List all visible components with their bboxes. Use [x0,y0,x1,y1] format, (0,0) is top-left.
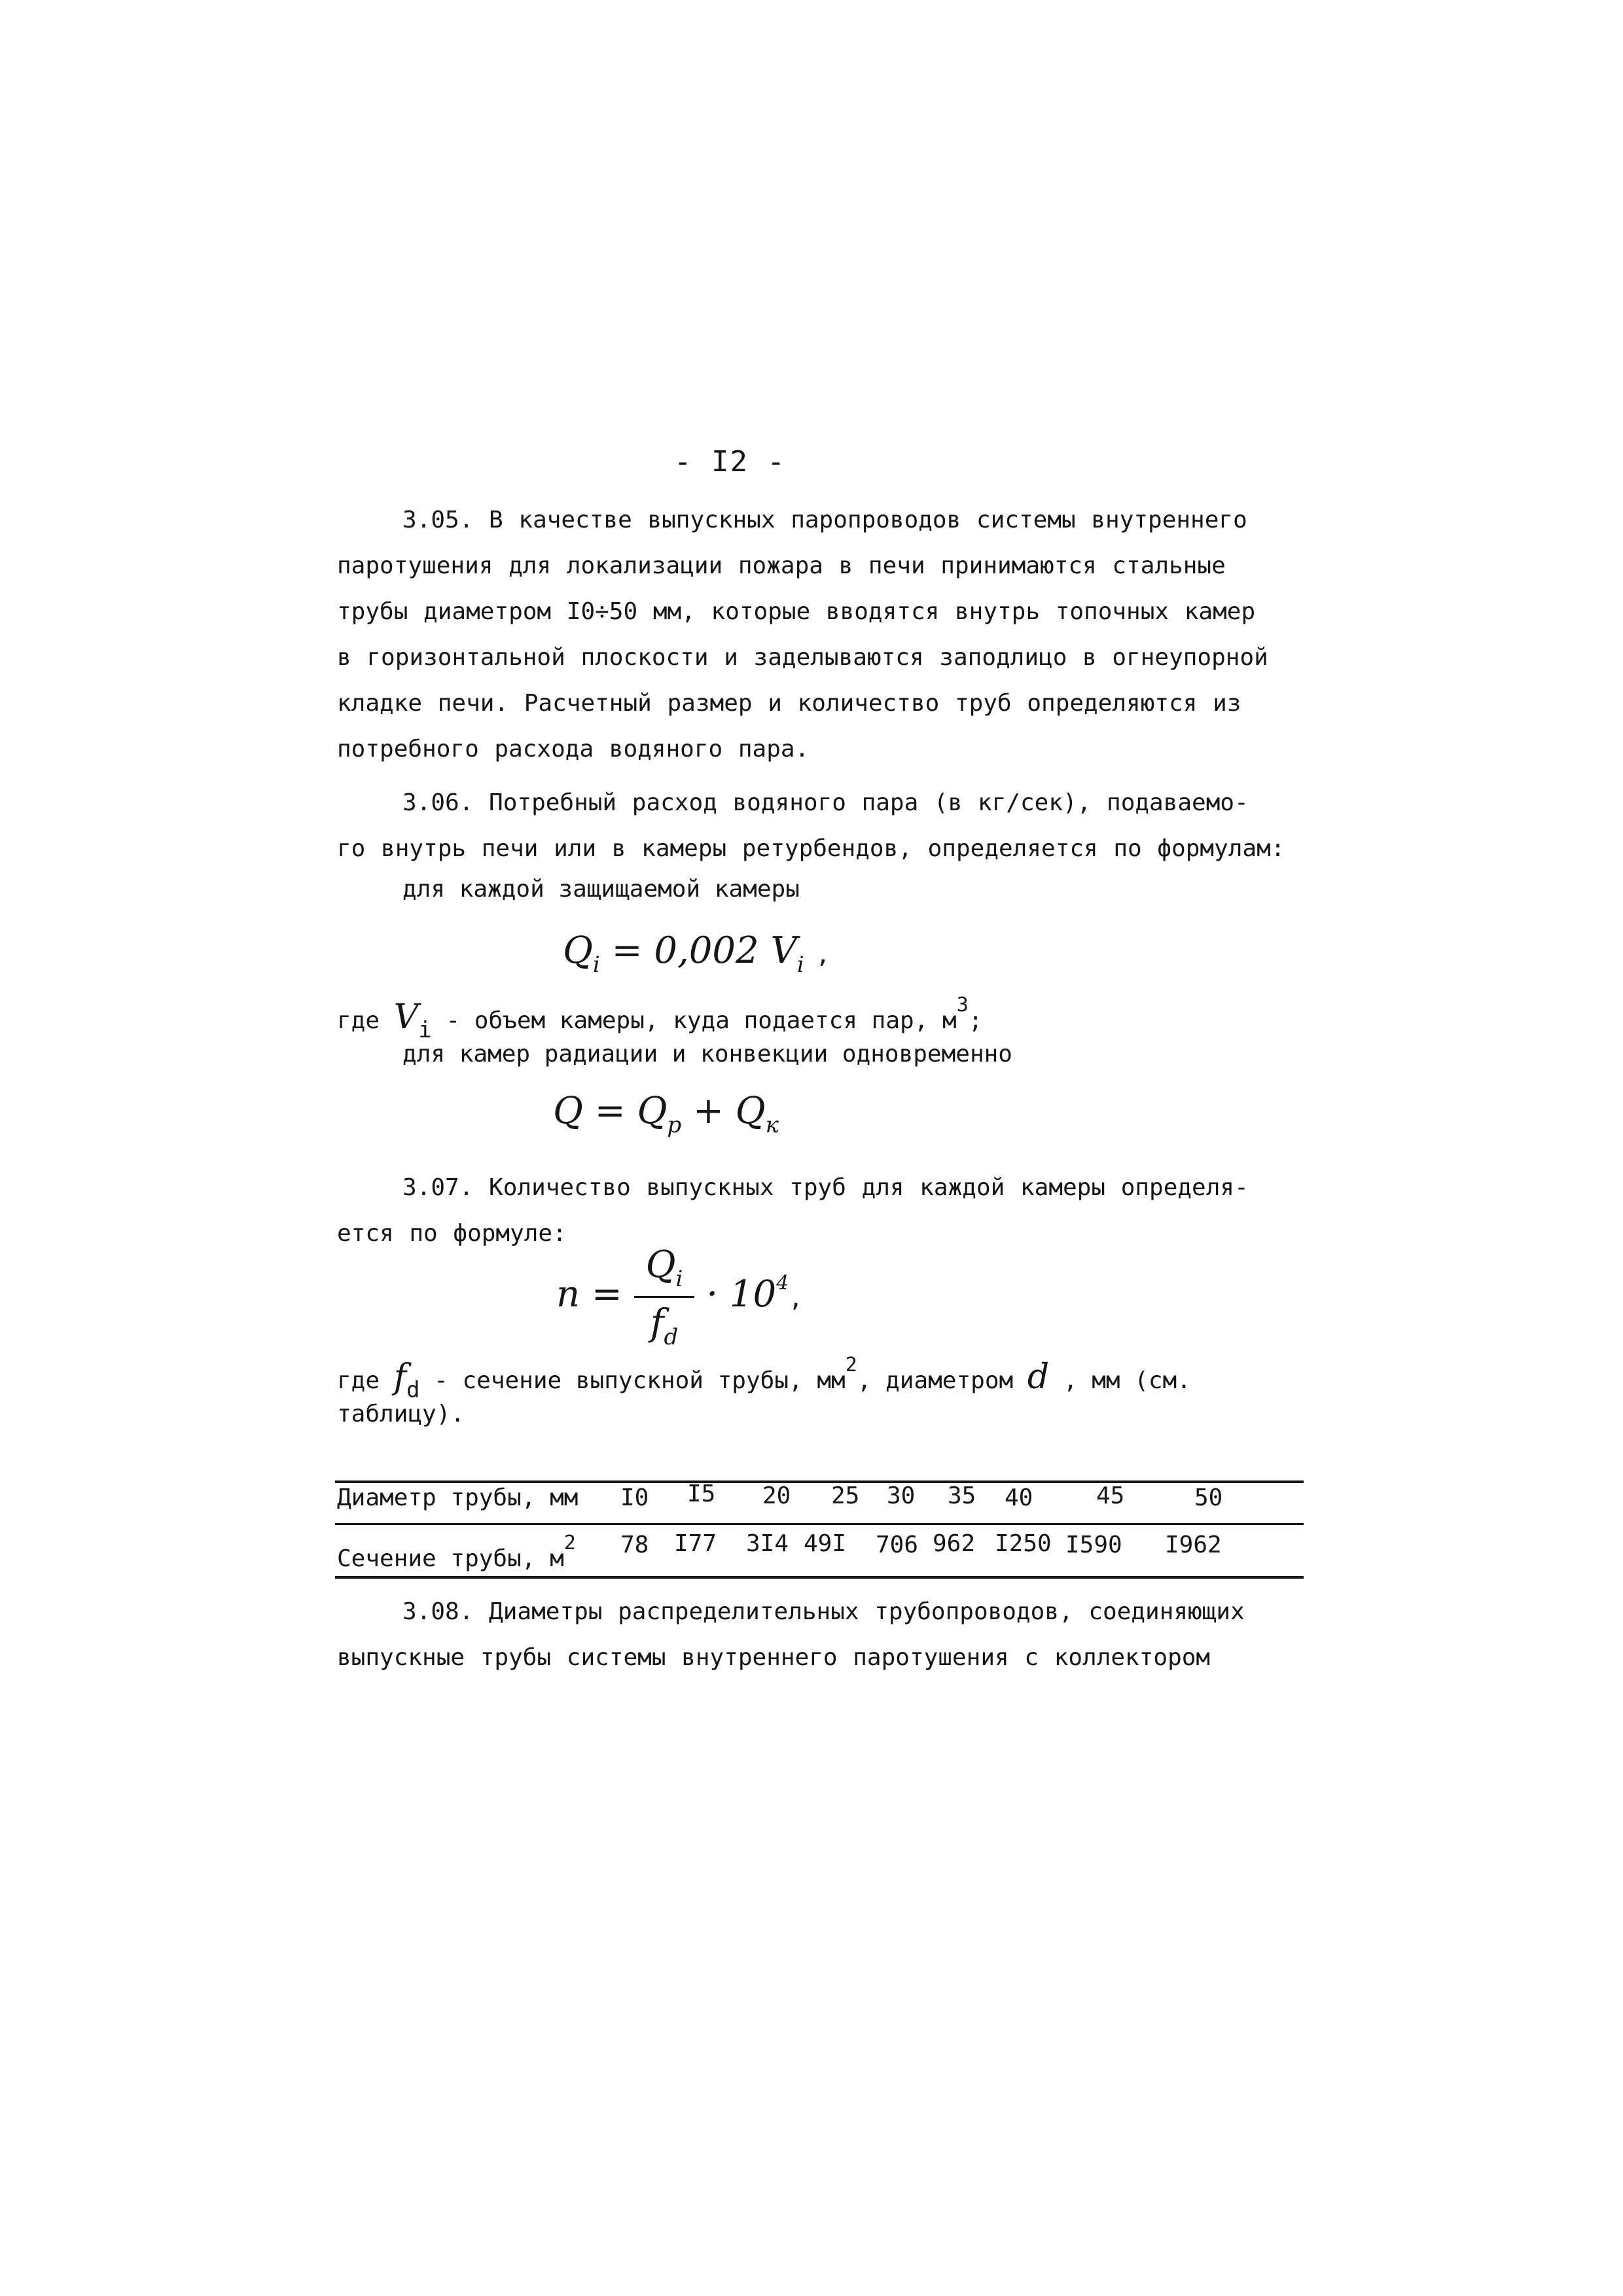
table-row-label-section: Сечение трубы, $м^2$ [337,1532,576,1572]
formula-symbol: Q [553,1090,583,1132]
symbol-v: V [393,997,419,1037]
text-line: го внутрь печи или в камеры ретурбендов, определяется по формулам: [337,835,1285,862]
formula-lhs: n = [556,1273,622,1316]
formula-exponent: 4 [776,1272,789,1295]
table-rule-top [335,1480,1304,1483]
table-cell: 25 [831,1482,860,1509]
where-tail: ; [968,1007,983,1034]
text-line: кладке печи. Расчетный размер и количество труб определяются из [337,690,1241,717]
fraction [634,1244,695,1350]
paragraph-3-07 [337,1165,1299,1257]
table-cell: 50 [1194,1484,1223,1511]
formula-expression: = Q [594,1090,668,1132]
formula-n [556,1244,803,1350]
table-cell: I77 [674,1530,717,1557]
table-cell: 706 [876,1532,919,1558]
page-number: - I2 - [674,445,786,478]
table-cell: I250 [995,1530,1052,1557]
text-line: 3.05. В качестве выпускных паропроводов системы внутреннего [402,507,1247,533]
where-fd-line [337,1354,1191,1403]
unit-superscript: 3 [956,994,969,1016]
formula-subscript: i [592,952,600,978]
table-cell: 35 [948,1482,976,1509]
where-fd-line-2: таблицу). [337,1401,465,1427]
table-cell: I0 [620,1484,649,1511]
formula-subscript: i [796,952,804,978]
table-cell: 45 [1096,1482,1125,1509]
table-cell: 20 [762,1482,791,1509]
text-line: в горизонтальной плоскости и заделываются заподлицо в огнеупорной [337,644,1268,671]
paragraph-3-08 [337,1589,1299,1681]
table-cell: I5 [687,1480,716,1507]
where-text: , мм (см. [1063,1367,1191,1394]
where-vi-line [337,994,982,1043]
where-text: - объем камеры, куда подается пар, м [446,1007,957,1034]
where-text: , диаметром [857,1367,1014,1394]
text-line: потребного расхода водяного пара. [337,736,810,762]
paragraph-3-06 [337,780,1299,872]
formula-punctuation: , [815,942,830,969]
table-rule-middle [335,1523,1304,1525]
table-cell: 30 [887,1482,916,1509]
text-line: паротушения для локализации пожара в печи принимаются стальные [337,552,1226,579]
text-line: ется по формуле: [337,1220,567,1247]
table-cell: 962 [933,1530,976,1557]
unit-superscript: 2 [845,1354,857,1376]
text-line: выпускные трубы системы внутреннего паротушения с коллектором [337,1644,1211,1671]
table-cell: 3I4 [746,1530,789,1557]
where-prefix: где [337,1007,380,1034]
fraction-numerator: $Q_i$ [634,1244,695,1298]
table-cell: 49I [804,1530,847,1557]
formula-subscript: p [667,1112,682,1138]
formula-expression: + Q [692,1090,766,1132]
table-cell: 40 [1005,1484,1033,1511]
formula-subscript: к [765,1112,779,1138]
text-line: 3.08. Диаметры распределительных трубопроводов, соединяющих [402,1598,1245,1625]
table-cell: 78 [620,1532,649,1558]
fraction-denominator: $f_d$ [650,1302,679,1350]
table-row-label-diameter: Диаметр трубы, мм [337,1484,579,1511]
formula-qi [563,929,830,978]
symbol-subscript: d [406,1377,420,1403]
where-text: - сечение выпускной трубы, мм [434,1367,846,1394]
symbol-subscript: i [418,1017,432,1043]
paragraph-3-05 [337,497,1299,772]
table-rule-bottom [335,1576,1304,1579]
text-line: 3.06. Потребный расход водяного пара (в кг/сек), подаваемо- [402,789,1249,816]
formula-symbol: Q [563,929,593,972]
each-chamber-text: для каждой защищаемой камеры [402,876,800,903]
where-prefix: где [337,1367,380,1394]
symbol-f: f [393,1357,406,1397]
formula-expression: = 0,002 V [611,929,797,972]
both-chambers-text: для камер радиации и конвекции одновременно [402,1041,1012,1067]
symbol-d: d [1027,1357,1050,1397]
formula-q-sum [553,1090,779,1138]
table-cell: I962 [1165,1532,1222,1558]
formula-multiplier: · 10 [706,1273,777,1316]
table-cell: I590 [1065,1532,1122,1558]
text-line: трубы диаметром I0÷50 мм, которые вводятся внутрь топочных камер [337,598,1256,625]
formula-punctuation: , [789,1285,803,1312]
text-line: 3.07. Количество выпускных труб для каждой камеры определя- [402,1174,1249,1201]
